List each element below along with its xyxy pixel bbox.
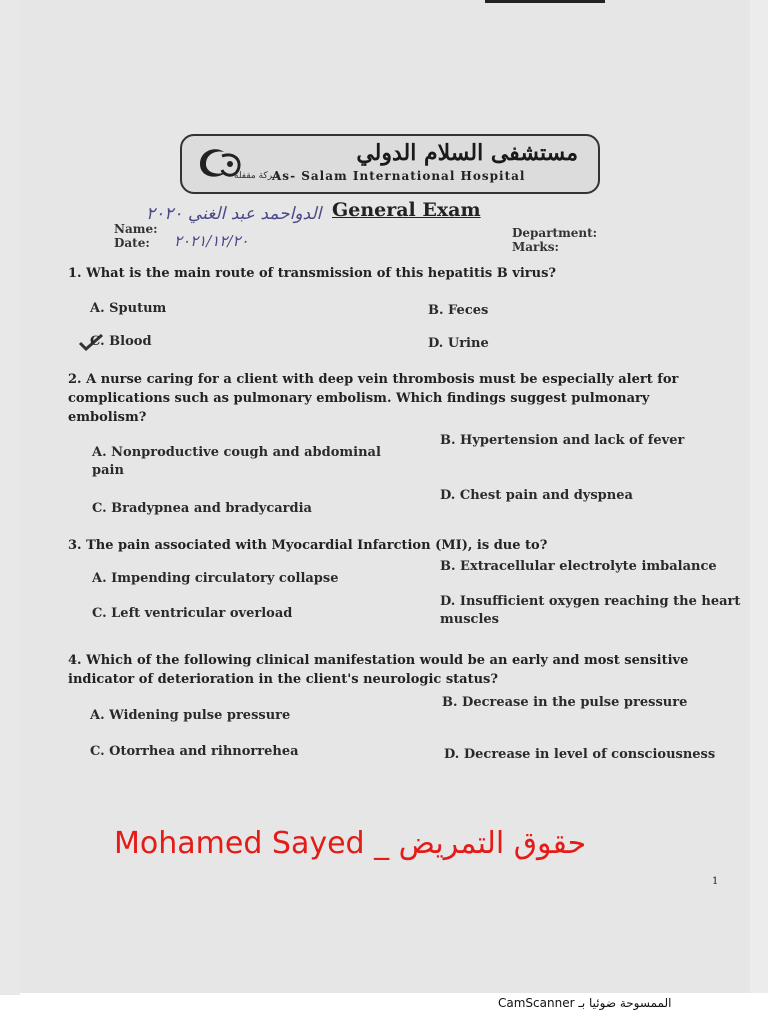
- hospital-name-arabic: مستشفى السلام الدولي: [356, 140, 578, 166]
- date-handwritten: ٢٠٢١/١٢/٢٠: [174, 232, 249, 250]
- camscanner-footer: CamScanner الممسوحة ضوئيا بـ: [498, 996, 672, 1010]
- question-3-option-d: D. Insufficient oxygen reaching the heart muscles: [440, 594, 741, 627]
- exam-title: General Exam: [332, 199, 481, 221]
- question-2-option-c: C. Bradypnea and bradycardia: [92, 501, 312, 516]
- hospital-small-text: شركة مقفلة: [234, 171, 281, 181]
- question-3-option-c: C. Left ventricular overload: [92, 606, 293, 621]
- question-2-option-d: D. Chest pain and dyspnea: [440, 488, 633, 503]
- hospital-logo-banner: [180, 134, 600, 194]
- hospital-name-english: As- Salam International Hospital: [272, 169, 526, 183]
- question-1-option-b: B. Feces: [428, 303, 489, 318]
- question-3-option-b: B. Extracellular electrolyte imbalance: [440, 559, 717, 574]
- question-4-option-b: B. Decrease in the pulse pressure: [442, 695, 688, 710]
- marks-label: Marks:: [512, 240, 559, 254]
- question-4-option-c: C. Otorrhea and rihnorrehea: [90, 744, 299, 759]
- scan-border-right: [750, 0, 768, 993]
- question-2-option-a: A. Nonproductive cough and abdominal pain: [92, 445, 381, 478]
- watermark-text: Mohamed Sayed _ حقوق التمريض: [114, 826, 587, 861]
- question-4-option-d: D. Decrease in level of consciousness: [444, 747, 716, 762]
- top-edge-mark: [485, 0, 605, 3]
- question-2-option-b: B. Hypertension and lack of fever: [440, 433, 685, 448]
- question-4: 4. Which of the following clinical manifestation would be an early and most sensitive indicator of deterioration in the client's neurologic status?: [68, 653, 689, 687]
- scan-border-left: [0, 0, 20, 995]
- question-1: 1. What is the main route of transmission of this hepatitis B virus?: [68, 266, 557, 281]
- question-3-option-a: A. Impending circulatory collapse: [92, 571, 339, 586]
- question-1-option-c: C. Blood: [90, 334, 152, 349]
- question-1-option-d: D. Urine: [428, 336, 489, 351]
- question-3: 3. The pain associated with Myocardial Infarction (MI), is due to?: [68, 538, 548, 553]
- question-2: 2. A nurse caring for a client with deep vein thrombosis must be especially alert for complications such as pulmonary embolism. Which findings suggest pulmonary embolism?: [68, 372, 679, 425]
- name-handwritten: الدواحمد عبد الغني ٢٠٢٠: [146, 204, 322, 224]
- department-label: Department:: [512, 226, 598, 240]
- name-label: Name:: [114, 222, 158, 236]
- question-1-option-a: A. Sputum: [90, 301, 167, 316]
- question-4-option-a: A. Widening pulse pressure: [90, 708, 291, 723]
- date-label: Date:: [114, 236, 150, 250]
- page-number: 1: [712, 876, 719, 887]
